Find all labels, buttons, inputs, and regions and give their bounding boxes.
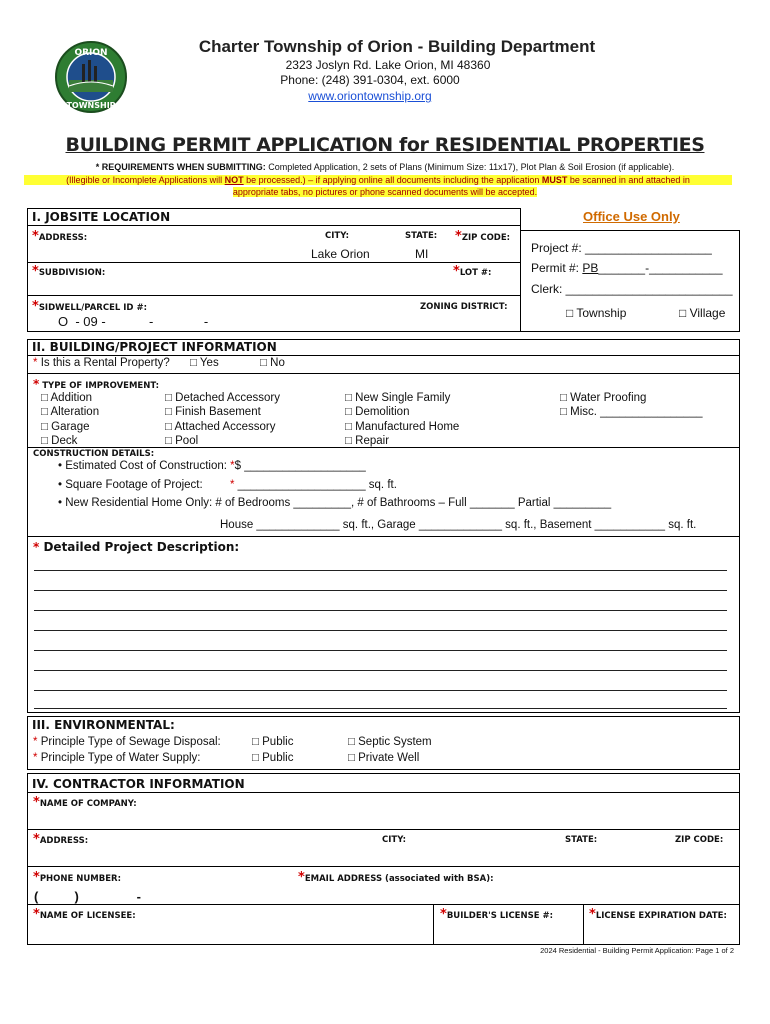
form-title: BUILDING PERMIT APPLICATION for RESIDENTIAL PROPERTIES — [65, 134, 705, 156]
requirements-must: MUST — [541, 175, 568, 185]
jobsite-zoning-label: ZONING DISTRICT: — [420, 302, 508, 312]
requirements-text: Completed Application, 2 sets of Plans (Minimum Size: 11x17), Plot Plan & Soil Erosion (if applicable). — [265, 162, 675, 172]
description-line[interactable] — [34, 690, 727, 691]
contractor-title: IV. CONTRACTOR INFORMATION — [32, 777, 245, 791]
water-proofing-checkbox[interactable]: □ Water Proofing — [560, 392, 647, 404]
jobsite-zip-label: *ZIP CODE: — [455, 229, 511, 244]
repair-checkbox[interactable]: □ Repair — [345, 434, 390, 447]
email-address-field[interactable]: *EMAIL ADDRESS (associated with BSA): — [298, 870, 494, 885]
phone-number-field[interactable]: *PHONE NUMBER: — [33, 870, 121, 885]
environmental-title: III. ENVIRONMENTAL: — [32, 718, 175, 732]
office-project[interactable]: Project #: ___________________ — [531, 241, 712, 255]
jobsite-sidwell-label: *SIDWELL/PARCEL ID #: — [32, 299, 147, 314]
estimated-cost-field[interactable]: • Estimated Cost of Construction: *$ ___________________ — [58, 460, 366, 472]
rental-question: * Is this a Rental Property? — [33, 357, 170, 369]
new-single-family-checkbox[interactable]: □ New Single Family — [345, 392, 451, 404]
demolition-checkbox[interactable]: □ Demolition — [345, 406, 410, 419]
private-well-checkbox[interactable]: □ Private Well — [348, 752, 420, 764]
jobsite-lot-field[interactable]: *LOT #: — [453, 264, 492, 279]
project-title: II. BUILDING/PROJECT INFORMATION — [32, 340, 277, 354]
finish-basement-checkbox[interactable]: □ Finish Basement — [165, 406, 261, 419]
description-line[interactable] — [34, 650, 727, 651]
improvement-col1 — [41, 391, 99, 448]
jobsite-city-value[interactable]: Lake Orion — [311, 247, 370, 261]
requirements-line1 — [0, 162, 770, 172]
description-line[interactable] — [34, 630, 727, 631]
sewage-public-checkbox[interactable]: □ Public — [252, 736, 294, 748]
requirements-line3-wrap — [0, 187, 770, 197]
water-question: * Principle Type of Water Supply: — [33, 752, 201, 764]
builders-license-field[interactable]: *BUILDER'S LICENSE #: — [440, 907, 554, 922]
department-title: Charter Township of Orion - Building Department — [198, 37, 596, 56]
jobsite-title: I. JOBSITE LOCATION — [32, 210, 171, 224]
licensee-name-field[interactable]: *NAME OF LICENSEE: — [33, 907, 136, 922]
contractor-city-label: CITY: — [382, 835, 407, 845]
svg-text:ORION: ORION — [74, 48, 108, 58]
website-link[interactable]: www.oriontownship.org — [308, 89, 432, 103]
jobsite-state-value[interactable]: MI — [415, 247, 429, 261]
company-name-field[interactable]: *NAME OF COMPANY: — [33, 795, 137, 810]
rental-no-checkbox[interactable]: □ No — [260, 357, 285, 369]
description-line[interactable] — [34, 590, 727, 591]
requirements-not: NOT — [224, 175, 244, 185]
office-clerk[interactable]: Clerk: _________________________ — [531, 282, 733, 296]
improvement-col4 — [560, 391, 703, 420]
manufactured-home-checkbox[interactable]: □ Manufactured Home — [345, 420, 460, 433]
description-line[interactable] — [34, 670, 727, 671]
jobsite-sidwell-value[interactable]: O - 09 - - - — [58, 314, 209, 329]
description-line[interactable] — [34, 570, 727, 571]
construction-details-label: CONSTRUCTION DETAILS: — [33, 449, 155, 459]
deck-checkbox[interactable]: □ Deck — [41, 434, 78, 447]
house-sqft-field[interactable]: House _____________ sq. ft., Garage _____________ sq. ft., Basement ___________ sq. ft. — [220, 519, 697, 531]
requirements-note-a: (Illegible or Incomplete Applications will — [66, 175, 225, 185]
requirements-line3: appropriate tabs, no pictures or phone scanned documents will be accepted. — [232, 187, 538, 197]
alteration-checkbox[interactable]: □ Alteration — [41, 406, 100, 419]
new-home-field[interactable]: • New Residential Home Only: # of Bedrooms _________, # of Bathrooms – Full _______ Partial _________ — [58, 497, 612, 509]
office-township-checkbox[interactable]: □ Township — [566, 306, 627, 320]
requirements-note-b: be processed.) – if applying online all documents including the application — [243, 175, 542, 185]
description-line[interactable] — [34, 708, 727, 709]
pool-checkbox[interactable]: □ Pool — [165, 434, 199, 447]
contractor-state-label: STATE: — [565, 835, 598, 845]
square-footage-input[interactable]: * ____________________ sq. ft. — [230, 479, 397, 491]
jobsite-state-label: STATE: — [405, 231, 438, 241]
office-village-checkbox[interactable]: □ Village — [679, 306, 726, 320]
office-permit[interactable]: Permit #: PB_______-___________ — [531, 261, 723, 275]
detached-accessory-checkbox[interactable]: □ Detached Accessory — [165, 392, 280, 404]
contractor-zip-label: ZIP CODE: — [675, 835, 724, 845]
jobsite-city-label: CITY: — [325, 231, 350, 241]
improvement-col2 — [165, 391, 280, 448]
jobsite-subdivision-field[interactable]: *SUBDIVISION: — [32, 264, 106, 279]
septic-checkbox[interactable]: □ Septic System — [348, 736, 432, 748]
sewage-question: * Principle Type of Sewage Disposal: — [33, 736, 221, 748]
requirements-label: * REQUIREMENTS WHEN SUBMITTING: — [95, 162, 266, 172]
water-public-checkbox[interactable]: □ Public — [252, 752, 294, 764]
page-footer: 2024 Residential - Building Permit Application: Page 1 of 2 — [540, 946, 734, 955]
addition-checkbox[interactable]: □ Addition — [41, 392, 93, 404]
improvement-type-label: * TYPE OF IMPROVEMENT: — [33, 377, 160, 391]
attached-accessory-checkbox[interactable]: □ Attached Accessory — [165, 420, 276, 433]
svg-text:TOWNSHIP: TOWNSHIP — [66, 101, 116, 110]
requirements-line2 — [24, 175, 732, 185]
misc-checkbox[interactable]: □ Misc. ________________ — [560, 406, 703, 419]
department-phone: Phone: (248) 391-0304, ext. 6000 — [280, 73, 460, 87]
description-line[interactable] — [34, 610, 727, 611]
requirements-note-c: be scanned in and attached in — [567, 175, 690, 185]
improvement-col3 — [345, 391, 459, 448]
rental-yes-checkbox[interactable]: □ Yes — [190, 357, 219, 369]
square-footage-field[interactable]: • Square Footage of Project: — [58, 479, 203, 491]
description-section — [27, 537, 740, 713]
jobsite-address-field[interactable]: *ADDRESS: — [32, 229, 88, 244]
office-use-title: Office Use Only — [583, 209, 680, 224]
contractor-address-field[interactable]: *ADDRESS: — [33, 832, 89, 847]
description-label: * Detailed Project Description: — [33, 540, 240, 554]
license-expiration-field[interactable]: *LICENSE EXPIRATION DATE: — [589, 907, 727, 922]
garage-checkbox[interactable]: □ Garage — [41, 420, 90, 433]
department-address: 2323 Joslyn Rd. Lake Orion, MI 48360 — [285, 58, 491, 72]
phone-format[interactable]: ( ) - — [34, 889, 141, 904]
